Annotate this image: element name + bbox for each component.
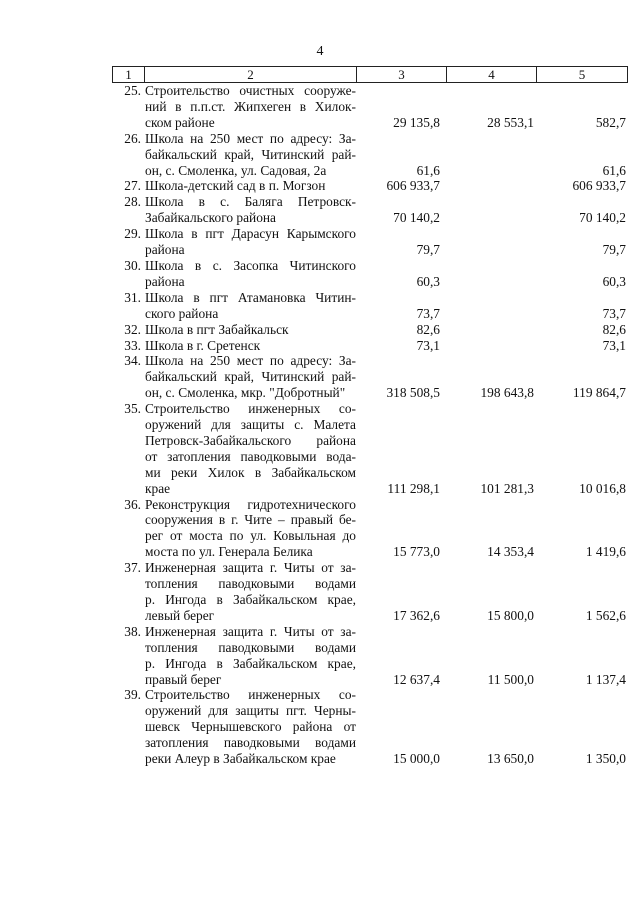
object-name-line: правый берег xyxy=(145,671,222,687)
value-col-3: 12 637,4 xyxy=(393,671,440,687)
object-name-line: Школа на 250 мест по адресу: За- xyxy=(145,130,356,146)
table-row xyxy=(112,83,628,131)
row-number: 34. xyxy=(124,353,141,369)
value-col-5: 73,7 xyxy=(602,305,626,321)
value-col-5: 60,3 xyxy=(602,273,626,289)
object-name-line: Строительство инженерных со- xyxy=(145,687,356,703)
object-name-line: Школа в с. Засопка Читинского xyxy=(145,257,356,273)
object-name xyxy=(144,322,356,338)
header-col-5: 5 xyxy=(578,67,586,82)
row-number: 36. xyxy=(124,496,141,512)
row-number: 25. xyxy=(124,83,141,98)
value-col-3: 318 508,5 xyxy=(386,385,440,401)
value-col-5: 73,1 xyxy=(602,337,626,353)
table-row xyxy=(112,687,628,767)
object-name-line: Реконструкция гидротехнического xyxy=(145,496,356,512)
table-row xyxy=(112,497,628,561)
value-col-4: 13 650,0 xyxy=(487,751,534,767)
object-name xyxy=(144,338,356,354)
object-name xyxy=(144,497,356,561)
object-name-line: района xyxy=(145,242,185,258)
table-row xyxy=(112,338,628,354)
value-col-5: 1 419,6 xyxy=(585,544,626,560)
object-name xyxy=(144,83,356,131)
value-col-4: 15 800,0 xyxy=(487,607,534,623)
value-col-4: 198 643,8 xyxy=(480,385,534,401)
object-name-line: он, с. Смоленка, мкр. "Добротный" xyxy=(145,385,346,401)
row-number: 26. xyxy=(124,130,141,146)
object-name xyxy=(144,353,356,401)
object-name-line: Забайкальского района xyxy=(145,210,277,226)
object-name-line: Школа в г. Сретенск xyxy=(145,337,261,353)
object-name-line: шевск Чернышевского района от xyxy=(145,719,356,735)
object-name xyxy=(144,290,356,322)
page-number: 4 xyxy=(316,44,324,59)
value-col-5: 119 864,7 xyxy=(572,385,626,401)
object-name-line: моста по ул. Генерала Белика xyxy=(145,544,313,560)
object-name-line: Школа в пгт Дарасун Карымского xyxy=(145,226,356,242)
object-name xyxy=(144,624,356,688)
value-col-3: 17 362,6 xyxy=(393,607,440,623)
object-name-line: р. Ингода в Забайкальском крае, xyxy=(145,655,356,671)
row-number: 27. xyxy=(124,178,141,194)
value-col-5: 10 016,8 xyxy=(579,480,626,496)
object-name-line: оружений для защиты с. Малета xyxy=(145,417,356,433)
row-number: 32. xyxy=(124,321,141,337)
table-row xyxy=(112,624,628,688)
object-name-line: затопления паводковыми водами xyxy=(145,735,356,751)
value-col-5: 61,6 xyxy=(602,162,626,178)
value-col-5: 582,7 xyxy=(595,114,626,130)
value-col-3: 73,1 xyxy=(416,337,440,353)
object-name-line: байкальский край, Читинский рай- xyxy=(145,369,356,385)
header-col-1: 1 xyxy=(113,67,145,82)
value-col-5: 79,7 xyxy=(602,242,626,258)
row-number: 35. xyxy=(124,401,141,417)
value-col-3: 73,7 xyxy=(416,305,440,321)
table-row xyxy=(112,131,628,179)
row-number: 39. xyxy=(124,687,141,703)
value-col-3: 82,6 xyxy=(416,321,440,337)
object-name-line: Петровск-Забайкальского района xyxy=(145,432,356,448)
object-name-line: Строительство инженерных со- xyxy=(145,401,356,417)
budget-table xyxy=(112,66,628,767)
row-number: 38. xyxy=(124,623,141,639)
object-name-line: Строительство очистных сооруже- xyxy=(145,83,356,98)
object-name-line: сооружения в г. Чите – правый бе- xyxy=(145,512,356,528)
row-number: 33. xyxy=(124,337,141,353)
value-col-3: 15 773,0 xyxy=(393,544,440,560)
object-name xyxy=(144,131,356,179)
table-header xyxy=(112,66,628,83)
object-name xyxy=(144,560,356,624)
object-name-line: Школа в с. Баляга Петровск- xyxy=(145,194,356,210)
object-name-line: крае xyxy=(145,480,171,496)
object-name-line: ском районе xyxy=(145,114,215,130)
object-name-line: Школа на 250 мест по адресу: За- xyxy=(145,353,356,369)
row-number: 31. xyxy=(124,289,141,305)
value-col-5: 82,6 xyxy=(602,321,626,337)
object-name-line: ний в п.п.ст. Жипхеген в Хилок- xyxy=(145,98,356,114)
object-name-line: байкальский край, Читинский рай- xyxy=(145,146,356,162)
value-col-5: 1 137,4 xyxy=(585,671,626,687)
object-name-line: рег от моста по ул. Ковыльная до xyxy=(145,528,356,544)
object-name-line: Школа-детский сад в п. Могзон xyxy=(145,178,326,194)
header-col-3: 3 xyxy=(357,67,447,82)
value-col-3: 60,3 xyxy=(416,273,440,289)
row-number: 37. xyxy=(124,560,141,576)
value-col-4: 28 553,1 xyxy=(487,114,534,130)
row-number: 29. xyxy=(124,226,141,242)
value-col-5: 1 350,0 xyxy=(585,751,626,767)
object-name-line: Инженерная защита г. Читы от за- xyxy=(145,560,356,576)
table-row xyxy=(112,194,628,226)
object-name-line: ского района xyxy=(145,305,219,321)
object-name xyxy=(144,258,356,290)
value-col-3: 606 933,7 xyxy=(386,178,440,194)
header-col-4: 4 xyxy=(447,67,537,82)
value-col-3: 15 000,0 xyxy=(393,751,440,767)
value-col-5: 1 562,6 xyxy=(585,607,626,623)
value-col-3: 61,6 xyxy=(416,162,440,178)
value-col-4: 101 281,3 xyxy=(480,480,534,496)
row-number: 28. xyxy=(124,194,141,210)
object-name-line: Школа в пгт Атамановка Читин- xyxy=(145,289,356,305)
value-col-4: 14 353,4 xyxy=(487,544,534,560)
value-col-4: 11 500,0 xyxy=(487,671,534,687)
object-name xyxy=(144,401,356,496)
table-row xyxy=(112,322,628,338)
object-name-line: топления паводковыми водами xyxy=(145,576,356,592)
object-name-line: оружений для защиты пгт. Черны- xyxy=(145,703,356,719)
value-col-3: 70 140,2 xyxy=(393,210,440,226)
object-name-line: топления паводковыми водами xyxy=(145,639,356,655)
table-row xyxy=(112,290,628,322)
row-number: 30. xyxy=(124,257,141,273)
table-row xyxy=(112,178,628,194)
value-col-5: 606 933,7 xyxy=(572,178,626,194)
object-name xyxy=(144,178,356,194)
value-col-3: 29 135,8 xyxy=(393,114,440,130)
object-name-line: реки Алеур в Забайкальском крае xyxy=(145,751,336,767)
table-body xyxy=(112,83,628,767)
object-name xyxy=(144,226,356,258)
table-row xyxy=(112,401,628,496)
object-name-line: Школа в пгт Забайкальск xyxy=(145,321,289,337)
table-row xyxy=(112,560,628,624)
value-col-5: 70 140,2 xyxy=(579,210,626,226)
value-col-3: 79,7 xyxy=(416,242,440,258)
object-name-line: от затопления паводковыми вода- xyxy=(145,448,356,464)
object-name xyxy=(144,687,356,767)
table-row xyxy=(112,258,628,290)
header-col-2: 2 xyxy=(145,67,357,82)
object-name xyxy=(144,194,356,226)
object-name-line: района xyxy=(145,273,185,289)
object-name-line: Инженерная защита г. Читы от за- xyxy=(145,623,356,639)
object-name-line: он, с. Смоленка, ул. Садовая, 2а xyxy=(145,162,327,178)
object-name-line: ми реки Хилок в Забайкальском xyxy=(145,464,356,480)
table-row xyxy=(112,226,628,258)
object-name-line: левый берег xyxy=(145,607,215,623)
table-row xyxy=(112,353,628,401)
object-name-line: р. Ингода в Забайкальском крае, xyxy=(145,592,356,607)
value-col-3: 111 298,1 xyxy=(387,480,440,496)
